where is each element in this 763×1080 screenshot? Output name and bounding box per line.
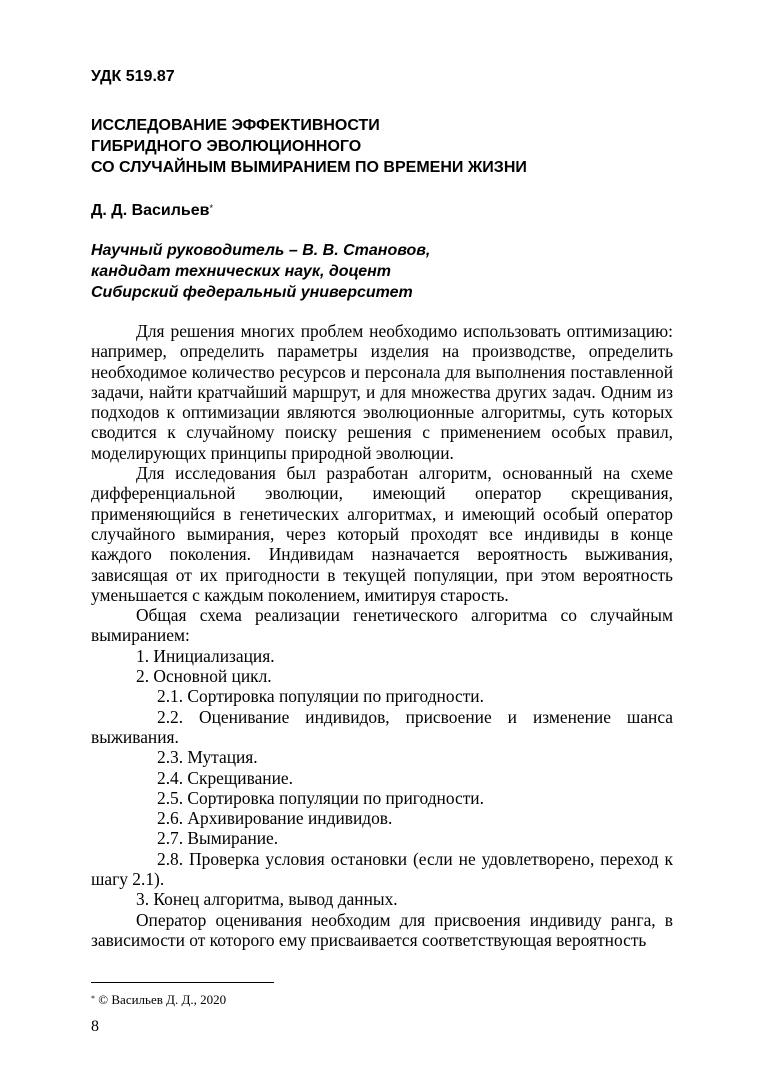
article-body [91,321,673,950]
title-line: ИССЛЕДОВАНИЕ ЭФФЕКТИВНОСТИ [91,117,380,134]
body-paragraph: Для решения многих проблем необходимо использовать оптимизацию: например, определить параметры изделия на производстве, определить необходимое количество ресурсов и персонала для выполнения поставленной задачи, найти кратчайший маршрут, и для множества других задач. Одним из подходов к оптимизации являются эволюционные алгоритмы, суть которых сводится к случайному поиску решения с применением особых правил, моделирующих принципы природной эволюции. [91,321,673,463]
advisor-block [91,240,430,303]
algorithm-step: 1. Инициализация. [136,645,275,666]
article-title [91,115,527,178]
body-paragraph: Оператор оценивания необходим для присвоения индивиду ранга, в зависимости от которого ему присваивается соответствующая вероятность [91,909,673,950]
algorithm-substep: 2.5. Сортировка популяции по пригодности. [157,787,484,808]
author-line [91,200,213,221]
paper-page [91,0,673,1080]
footnote-mark: * [91,994,95,1003]
title-line: ГИБРИДНОГО ЭВОЛЮЦИОННОГО [91,138,362,155]
footnote [91,992,226,1008]
page-number: 8 [91,1018,99,1035]
author-footnote-mark: * [209,203,214,213]
algorithm-substep: 2.7. Вымирание. [157,828,279,849]
body-paragraph: Для исследования был разработан алгоритм, основанный на схеме дифференциальной эволюции, имеющий оператор скрещивания, применяющийся в генетических алгоритмах, и имеющий особый оператор случайного вымирания, через который проходят все индивиды в конце каждого поколения. Индивидам назначается вероятность выживания, зависящая от их пригодности в текущей популяции, при этом вероятность уменьшается с каждым поколением, имитируя старость. [91,463,673,605]
footnote-text: © Васильев Д. Д., 2020 [98,992,227,1007]
algorithm-substep-wrapper [91,849,673,890]
algorithm-substep-wrapper [91,707,673,748]
algorithm-substep: 2.1. Сортировка популяции по пригодности. [157,686,484,707]
advisor-line: Сибирский федеральный университет [91,284,413,301]
body-paragraph: Общая схема реализации генетического алгоритма со случайным вымиранием: [91,605,673,646]
algorithm-substep: 2.4. Скрещивание. [157,767,293,788]
algorithm-substep: 2.2. Оценивание индивидов, присвоение и изменение шанса выживания. [91,706,673,747]
advisor-line: кандидат технических наук, доцент [91,263,392,280]
algorithm-step: 2. Основной цикл. [136,666,272,687]
algorithm-step: 3. Конец алгоритма, вывод данных. [136,889,398,910]
algorithm-substep: 2.8. Проверка условия остановки (если не удовлетворено, переход к шагу 2.1). [91,848,673,890]
algorithm-substep: 2.3. Мутация. [157,747,258,768]
advisor-line: Научный руководитель – В. В. Становов, [91,242,431,259]
footnote-divider [91,982,274,983]
algorithm-substep: 2.6. Архивирование индивидов. [157,808,393,829]
udc-code: УДК 519.87 [91,68,175,85]
author-name: Д. Д. Васильев [91,202,210,219]
title-line: СО СЛУЧАЙНЫМ ВЫМИРАНИЕМ ПО ВРЕМЕНИ ЖИЗНИ [91,159,527,176]
